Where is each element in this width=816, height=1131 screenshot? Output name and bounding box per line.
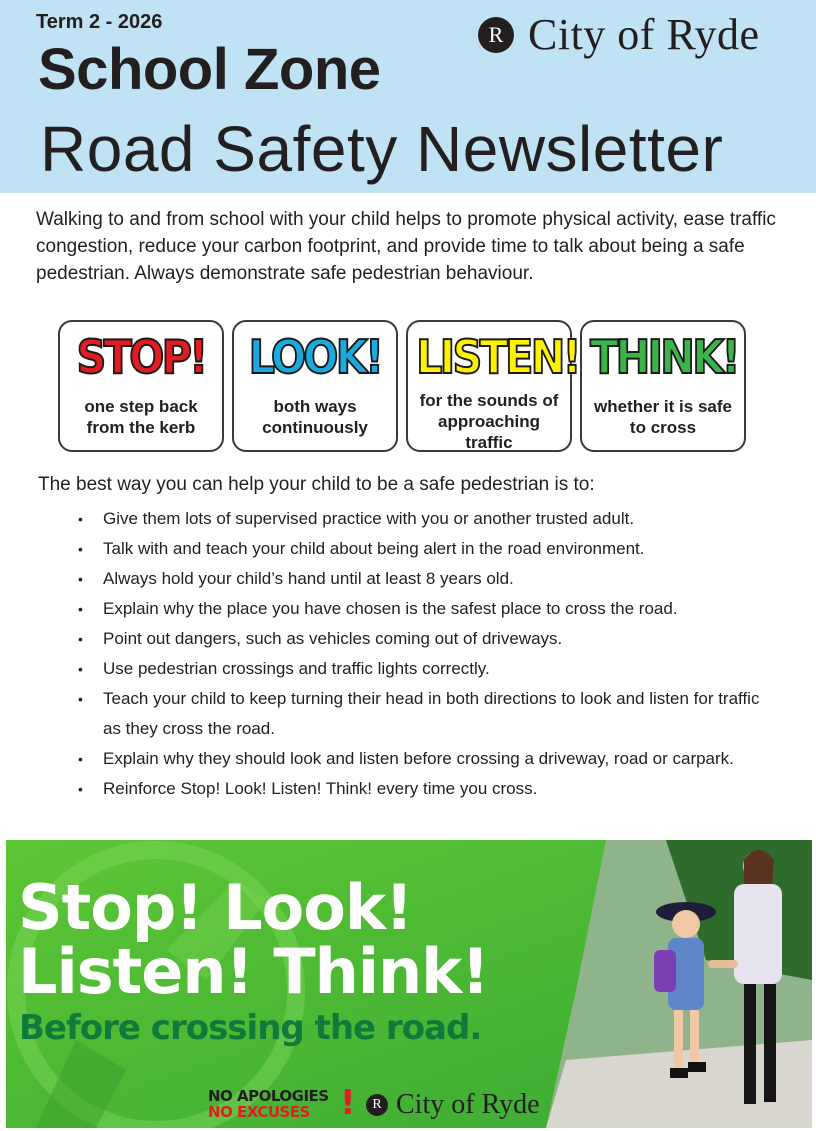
list-item: • Explain why the place you have chosen is the safest place to cross the road. xyxy=(78,594,778,624)
think-card xyxy=(580,320,746,452)
list-item: • Reinforce Stop! Look! Listen! Think! every time you cross. xyxy=(78,774,778,804)
ryde-logo-icon: R xyxy=(366,1094,388,1116)
stop-card-desc: one step back from the kerb xyxy=(84,397,198,437)
banner-subline: Before crossing the road. xyxy=(19,1008,482,1048)
list-item: • Always hold your child’s hand until at least 8 years old. xyxy=(78,564,778,594)
family-photo xyxy=(546,840,812,1128)
newsletter-header xyxy=(0,0,816,193)
city-of-ryde-logo xyxy=(478,10,760,59)
think-card-desc: whether it is safe to cross xyxy=(594,397,732,437)
list-item: • Explain why they should look and listen before crossing a driveway, road or carpark. xyxy=(78,744,778,774)
list-item: • Give them lots of supervised practice with you or another trusted adult. xyxy=(78,504,778,534)
list-item: • Point out dangers, such as vehicles coming out of driveways. xyxy=(78,624,778,654)
think-card-word: THINK! xyxy=(590,330,738,384)
list-item: • Talk with and teach your child about being alert in the road environment. xyxy=(78,534,778,564)
slogan-line1: NO APOLOGIES xyxy=(208,1087,329,1105)
slogan-line2: NO EXCUSES xyxy=(208,1103,310,1121)
tips-list xyxy=(78,504,778,804)
safety-cards xyxy=(58,320,746,452)
banner-headline-line1: Stop! Look! xyxy=(18,871,413,944)
intro-paragraph: Walking to and from school with your child helps to promote physical activity, ease traffic congestion, reduce your carbon footprint, and provide time to talk about being a safe pedestrian. Always demonstrate safe pedestrian behaviour. xyxy=(36,209,776,284)
exclamation-icon: ! xyxy=(340,1083,356,1123)
banner-headline-line2: Listen! Think! xyxy=(18,935,489,1008)
listen-card-desc: for the sounds of approaching traffic xyxy=(419,391,559,452)
campaign-banner xyxy=(6,840,812,1128)
stop-card-word: STOP! xyxy=(76,330,206,384)
look-card-desc: both ways continuously xyxy=(262,397,368,437)
brand-name: City of Ryde xyxy=(528,10,760,59)
look-card xyxy=(232,320,398,452)
list-item: • Use pedestrian crossings and traffic lights correctly. xyxy=(78,654,778,684)
city-of-ryde-logo-banner xyxy=(366,1091,540,1119)
tips-lead: The best way you can help your child to be a safe pedestrian is to: xyxy=(38,474,595,495)
listen-card xyxy=(406,320,579,452)
page-subtitle: Road Safety Newsletter xyxy=(40,113,724,185)
brand-name-banner: City of Ryde xyxy=(396,1089,540,1120)
look-card-word: LOOK! xyxy=(248,330,382,384)
listen-card-word: LISTEN! xyxy=(416,330,579,384)
list-item: • Teach your child to keep turning their head in both directions to look and listen for traffic as they cross the road. xyxy=(78,684,778,744)
stop-card xyxy=(58,320,224,452)
page-title: School Zone xyxy=(38,37,381,102)
term-label: Term 2 - 2026 xyxy=(36,11,163,33)
no-excuses-logo xyxy=(208,1088,329,1120)
ryde-logo-icon: R xyxy=(478,17,514,53)
